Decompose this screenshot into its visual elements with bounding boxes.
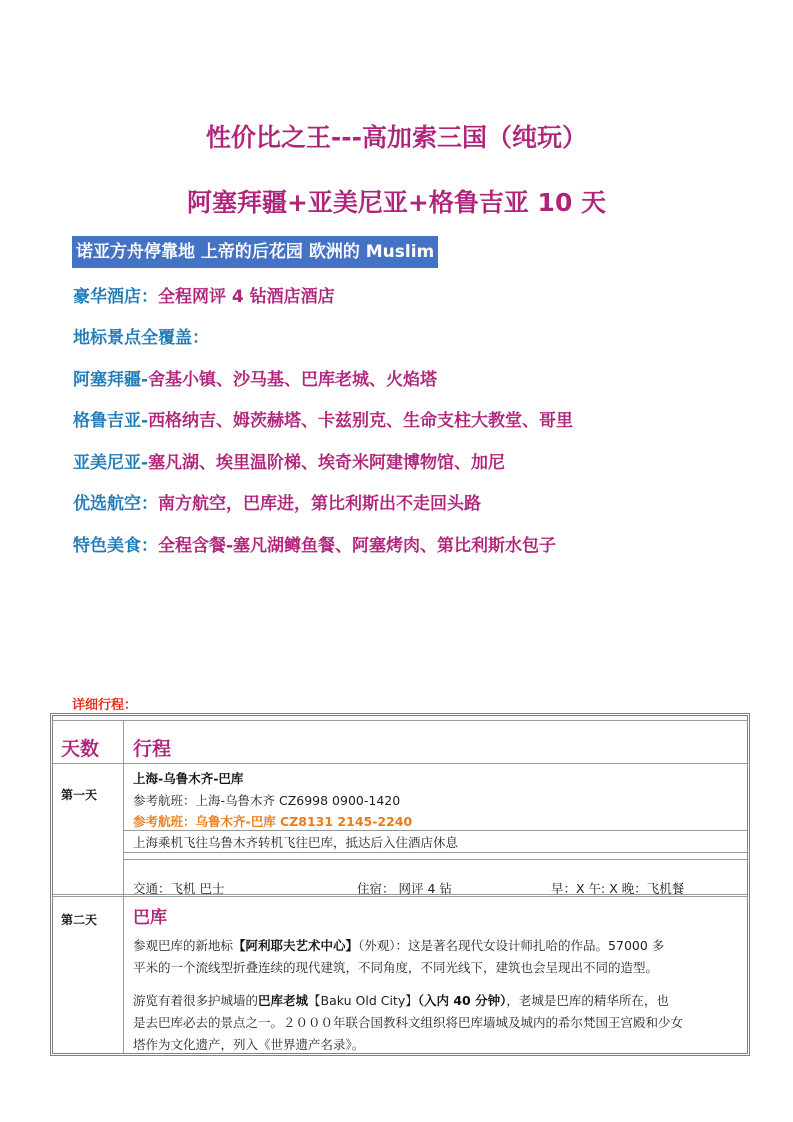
georgia-value: 西格纳吉、姆茨赫塔、卡兹别克、生命支柱大教堂、哥里 bbox=[148, 411, 574, 431]
hotel-value: 全程网评 4 钻酒店酒店 bbox=[158, 287, 335, 307]
detail-label: 详细行程： bbox=[72, 698, 138, 713]
azerbaijan-label: 阿塞拜疆- bbox=[73, 370, 149, 390]
day2-p2-f: 是去巴库必去的景点之一。２０００年联合国教科文组织将巴库墙城及城内的希尔梵国王宫殿和少女 bbox=[133, 1015, 684, 1030]
row-separator bbox=[123, 830, 747, 831]
highlight-banner: 诺亚方舟停靠地 上帝的后花园 欧洲的 Muslim bbox=[72, 236, 438, 268]
azerbaijan-line bbox=[73, 365, 437, 390]
row-separator bbox=[123, 852, 747, 853]
food-line bbox=[73, 531, 556, 556]
day2-paragraph-1 bbox=[133, 935, 745, 979]
header-day: 天数 bbox=[61, 738, 100, 760]
flight-value: 南方航空，巴库进，第比利斯出不走回头路 bbox=[158, 494, 481, 514]
itinerary-table bbox=[50, 713, 750, 1056]
day1-transport: 交通：飞机 巴士 bbox=[133, 881, 225, 896]
day2-p1-c: （外观）：这是著名现代女设计师扎哈的作品。57000 多 bbox=[358, 938, 665, 953]
hotel-label: 豪华酒店： bbox=[73, 287, 158, 307]
flight-label: 优选航空： bbox=[73, 494, 158, 514]
azerbaijan-value: 舍基小镇、沙马基、巴库老城、火焰塔 bbox=[148, 370, 438, 390]
day1-flight1: 参考航班：上海-乌鲁木齐 CZ6998 0900-1420 bbox=[133, 793, 401, 808]
day2-label: 第二天 bbox=[61, 913, 98, 927]
georgia-label: 格鲁吉亚- bbox=[73, 411, 149, 431]
day2-p2-g: 塔作为文化遗产，列入《世界遗产名录》。 bbox=[133, 1037, 365, 1052]
day-separator bbox=[53, 894, 747, 897]
day2-p2-e: ，老城是巴库的精华所在，也 bbox=[506, 993, 669, 1008]
day2-p2-a: 游览有着很多护城墙的 bbox=[133, 993, 259, 1008]
day2-p1-a: 参观巴库的新地标 bbox=[133, 938, 234, 953]
food-label: 特色美食： bbox=[73, 536, 158, 556]
day1-label: 第一天 bbox=[61, 788, 98, 802]
day2-p2-b: 巴库老城 bbox=[258, 993, 309, 1008]
day2-p2-c: 【Baku Old City】 bbox=[308, 993, 418, 1008]
armenia-value: 塞凡湖、埃里温阶梯、埃奇米阿建博物馆、加尼 bbox=[148, 453, 506, 473]
column-divider bbox=[123, 720, 124, 1053]
day1-meals: 早：X 午: X 晚：飞机餐 bbox=[551, 881, 685, 896]
day2-p2-d: （入内 40 分钟） bbox=[417, 993, 507, 1008]
flight-line bbox=[73, 489, 481, 514]
armenia-line bbox=[73, 448, 505, 473]
day2-p1-b: 【阿利耶夫艺术中心】 bbox=[233, 938, 359, 953]
day1-stay: 住宿： 网评 4 钻 bbox=[357, 881, 452, 896]
title-line-1: 性价比之王---高加索三国（纯玩） bbox=[205, 123, 588, 152]
day1-route: 上海-乌鲁木齐-巴库 bbox=[133, 771, 244, 786]
day2-city: 巴库 bbox=[133, 908, 167, 928]
row-separator bbox=[123, 859, 747, 860]
food-value: 全程含餐-塞凡湖鳟鱼餐、阿塞烤肉、第比利斯水包子 bbox=[158, 536, 557, 556]
day2-paragraph-2 bbox=[133, 990, 745, 1056]
hotel-line bbox=[73, 282, 335, 307]
header-itinerary: 行程 bbox=[133, 738, 172, 760]
armenia-label: 亚美尼亚- bbox=[73, 453, 149, 473]
georgia-line bbox=[73, 406, 573, 431]
sights-heading: 地标景点全覆盖： bbox=[73, 328, 209, 348]
day1-desc: 上海乘机飞往乌鲁木齐转机飞往巴库，抵达后入住酒店休息 bbox=[133, 835, 459, 850]
title-line-2: 阿塞拜疆+亚美尼亚+格鲁吉亚 10 天 bbox=[186, 188, 607, 217]
day1-flight2: 参考航班：乌鲁木齐-巴库 CZ8131 2145-2240 bbox=[133, 814, 413, 829]
day2-p1-d: 平米的一个流线型折叠连续的现代建筑，不同角度，不同光线下，建筑也会呈现出不同的造型。 bbox=[133, 960, 659, 975]
